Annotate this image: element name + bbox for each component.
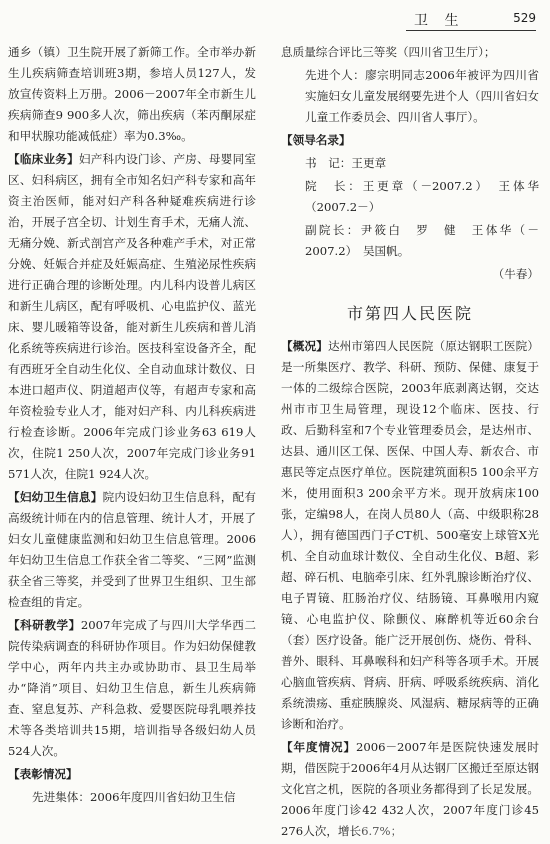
leader-item: 院 长：王更章（－2007.2） 王体华（2007.2－）	[305, 179, 539, 214]
author-signature: （牛春）	[492, 267, 539, 281]
heading-clinical: 【临床业务】	[8, 152, 79, 166]
heading-overview: 【概况】	[281, 339, 328, 353]
paragraph-info	[8, 487, 256, 613]
heading-leaders: 【领导名录】	[281, 133, 351, 147]
heading-award: 【表彰情况】	[8, 767, 78, 781]
paragraph-individual: 先进个人：廖宗明同志2006年被评为四川省实施妇女儿童发展纲要先进个人（四川省妇女儿童工作委员会、四川省人事厅）。	[305, 68, 539, 124]
text-year: 2006－2007年是医院快速发展时期，借医院于2006年4月从达钢厂区搬迁至原达钢文化宫之机，医院的各项业务都得到了长足发展。2006年度门诊42 432人次，2007年度门诊45 276人次，增长	[281, 740, 539, 838]
paragraph-year	[281, 737, 539, 842]
paragraph-research	[8, 615, 256, 762]
left-column	[8, 42, 256, 810]
running-header	[406, 8, 536, 31]
paragraph: 通乡（镇）卫生院开展了新筛工作。全市举办新生儿疾病筛查培训班3期，参培人员127人，发放宣传资料上万册。2006－2007年全市新生儿疾病筛查9 900多人次，筛出疾病（苯丙酮尿症和甲状腺功能减低症）率为0.3‰。	[8, 45, 256, 143]
heading-year: 【年度情况】	[281, 740, 356, 754]
section-name: 卫 生	[414, 13, 465, 29]
text-research: 2007年完成了与四川大学华西二院传染病调查的科研协作项目。作为妇幼保健教学中心，两年内共主办或协助市、县卫生局举办“降消”项目、妇幼卫生信息，新生儿疾病筛查、窒息复苏、产科急救、爱婴医院母乳喂养技术等各类培训共15期，培训指导各级妇幼人员524人次。	[8, 618, 256, 758]
leader-item: 副院长：尹筱白 罗 健 王体华（－2007.2） 吴国帆。	[305, 223, 539, 258]
heading-info: 【妇幼卫生信息】	[8, 490, 103, 504]
text-year-tail: 6.7%；	[361, 824, 403, 838]
text-info: 院内设妇幼卫生信息科，配有高级统计师在内的信息管理、统计人才，开展了妇女儿童健康监测和妇幼卫生信息管理。2006年妇幼卫生信息工作获全省二等奖、“三网”监测获全省三等奖，并受到了世界卫生组织、卫生部检查组的肯定。	[8, 490, 256, 609]
paragraph-clinical	[8, 149, 256, 485]
right-column	[281, 42, 539, 844]
section-title: 市第四人民医院	[346, 304, 473, 323]
paragraph-overview	[281, 336, 539, 735]
text-clinical: 妇产科内设门诊、产房、母婴同室区、妇科病区，拥有全市知名妇产科专家和高年资主治医师，能对妇产科各种疑难疾病进行诊治，开展子宫全切、计划生育手术，无痛人流、无痛分娩、新式剖宫产及各种难产手术，对正常分娩、妊娠合并症及妊娠高症、生殖泌尿性疾病进行正确合理的诊断处理。内儿科内设普儿病区和新生儿病区，配有呼吸机、心电监护仪、蓝光床、婴儿暖箱等设备，能对新生儿疾病和普儿消化系统等疾病进行诊治。医技科室设备齐全，配有西班牙全自动生化仪、全自动血球计数仪、日本进口超声仪、阴道超声仪等，有超声专家和高年资检验专业人才，能对妇产科、内儿科疾病进行检查诊断。2006年完成门诊业务63 619人次，住院1 250人次，2007年完成门诊业务91 571人次，住院1 924人次。	[8, 152, 256, 481]
text-award: 先进集体：2006年度四川省妇幼卫生信	[32, 790, 236, 804]
page-number: 529	[513, 11, 536, 25]
heading-research: 【科研教学】	[8, 618, 81, 632]
leader-item: 书 记：王更章	[305, 156, 387, 170]
text-overview: 达州市第四人民医院（原达钢职工医院）是一所集医疗、教学、科研、预防、保健、康复于一体的二级综合医院，2003年底剥离达钢，交达州市市卫生局管理，现设12个临床、医技、行政、后勤科室和7个专业管理委员会，是达州市、达县、通川区工保、医保、中国人寿、新农合、市惠民等定点医疗单位。医院建筑面积5 100余平方米，使用面积3 200余平方米。现开放病床100张，定编98人，在岗人员80人（高、中级职称28人），拥有德国西门子CT机、500毫安上球管X光机、全自动血球计数仪、全自动生化仪、B超、彩超、碎石机、电脑牵引床、红外乳腺诊断治疗仪、电子胃镜、肛肠治疗仪、结肠镜、耳鼻喉用内窥镜、心电监护仪、除颤仪、麻醉机等近60余台（套）医疗设备。能广泛开展创伤、烧伤、骨科、普外、眼科、耳鼻喉科和妇产科等各项手术。开展心脑血管疾病、肾病、肝病、呼吸系统疾病、消化系统溃疡、重症胰腺炎、风湿病、糖尿病等的正确诊断和治疗。	[281, 339, 539, 731]
paragraph: 息质量综合评比三等奖（四川省卫生厅）；	[281, 45, 496, 59]
